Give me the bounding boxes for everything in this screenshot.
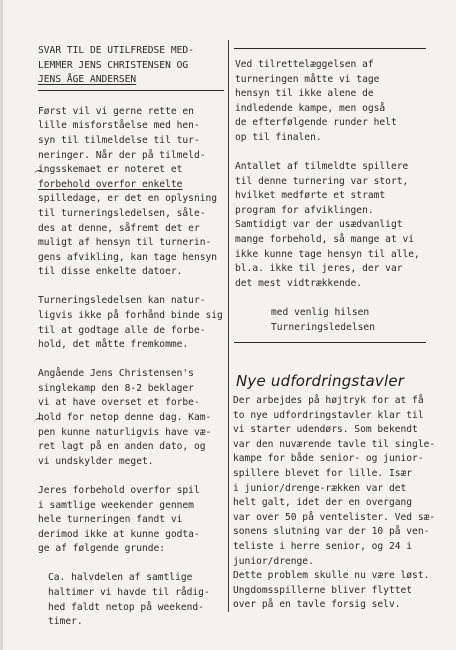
page-edge — [0, 0, 3, 650]
text-line: ikke kunne tage hensyn til alle, — [235, 248, 420, 260]
right-column-top-rule — [234, 48, 426, 49]
section-title: Nye udfordringstavler — [236, 372, 405, 390]
right-column — [235, 58, 427, 350]
text-line: teliste i herre senior, og 24 i — [233, 540, 413, 552]
text-line: Først vil vi gerne rette en — [38, 105, 194, 117]
signoff-line: med venlig hilsen — [271, 306, 370, 318]
text-line: lille misforståelse med hen- — [38, 120, 200, 132]
text-line: des at denne, såfremt det er — [38, 222, 200, 234]
text-line: Antallet af tilmeldte spillere — [235, 161, 409, 173]
text-line: ligvis ikke på forhånd binde sig — [38, 310, 223, 321]
text-line: ge af følgende grunde: — [38, 543, 166, 555]
text-line: hold for netop denne dag. Kam- — [38, 412, 212, 424]
text-line: vi undskylder meget. — [38, 455, 154, 467]
text-line: program for afviklingen. — [235, 204, 374, 216]
text-line: ingsskemaet er noteret et — [38, 164, 183, 176]
text-line: syn til tilmeldelse til tur- — [38, 134, 200, 146]
text-line: Samtidigt var der usædvanligt — [235, 219, 403, 231]
text-line: indledende kampe, men også — [235, 102, 386, 114]
text-line: Der arbejdes på højtryk for at få — [233, 395, 424, 406]
text-line: i junior/drenge-rækken var det — [233, 482, 407, 494]
text-line: vi at have overset et forbe- — [38, 397, 200, 409]
text-line: til denne turnering var stort, — [235, 175, 409, 187]
text-line: var den nuværende tavle til single- — [233, 438, 436, 450]
text-line: bl.a. ikke til jeres, der var — [235, 263, 403, 275]
text-line: ret lagt på en anden dato, og — [38, 441, 206, 453]
paragraph — [38, 105, 224, 280]
paragraph — [48, 571, 224, 629]
text-line: spillere blevet for lille. Især — [233, 467, 413, 479]
text-line: sonens slutning var der 10 på ven- — [233, 526, 430, 538]
heading-line: SVAR TIL DE UTILFREDSE MED- — [38, 45, 194, 56]
text-line: over på en tavle forsig selv. — [233, 599, 401, 611]
paragraph — [38, 484, 224, 557]
text-line: Dette problem skulle nu være løst. — [233, 570, 430, 582]
column-divider — [228, 40, 229, 612]
text-line: singlekamp den 8-2 beklager — [38, 382, 194, 394]
text-line: Turneringsledelsen kan natur- — [38, 295, 206, 307]
text-line: helt galt, idet der en overgang — [233, 497, 413, 509]
paragraph — [235, 58, 427, 146]
text-line: junior/drenge. — [233, 555, 314, 567]
reply-heading — [38, 44, 224, 91]
text-line: hensyn til ikke alene de — [235, 88, 374, 100]
text-line: Ca. halvdelen af samtlige — [48, 572, 193, 584]
text-line: hed faldt netop på weekend- — [48, 601, 204, 613]
text-line: pen kunne naturligvis have væ- — [38, 426, 212, 438]
text-line: vi starter udendørs. Som bekendt — [233, 424, 418, 436]
text-line: de efterfølgende runder helt — [235, 117, 397, 129]
text-line: Angående Jens Christensen's — [38, 368, 194, 380]
text-line: kampe for både senior- og junior- — [233, 453, 424, 465]
text-line: gens afvikling, kan tage hensyn — [38, 251, 218, 263]
text-line: spilledage, er det en oplysning — [38, 193, 218, 205]
text-line: var over 50 på ventelister. Ved sæ- — [233, 511, 436, 523]
text-line: turneringen måtte vi tage — [235, 73, 380, 85]
signoff — [271, 306, 427, 335]
text-line: Ved tilrettelæggelsen af — [235, 59, 374, 70]
section-body — [233, 394, 436, 613]
text-line: hold, det måtte fremkomme. — [38, 339, 189, 351]
text-line: haltimer vi havde til rådig- — [48, 587, 210, 598]
heading-line: LEMMER JENS CHRISTENSEN OG — [38, 59, 189, 71]
paragraph — [38, 294, 224, 352]
text-line: op til finalen. — [235, 131, 322, 143]
heading-line: JENS ÅGE ANDERSEN — [38, 74, 137, 86]
text-line: det mest vidtrækkende. — [235, 277, 363, 289]
text-line: derimod ikke at kunne godta- — [38, 528, 200, 540]
left-column — [38, 44, 224, 644]
paragraph — [235, 160, 427, 291]
text-line: timer. — [48, 616, 83, 628]
text-line: til at godtage alle de forbe- — [38, 324, 206, 336]
text-line: Ungdomsspillerne bliver flyttet — [233, 584, 413, 596]
signoff-signature: Turneringsledelsen — [271, 321, 375, 333]
text-line: muligt af hensyn til turnerin- — [38, 237, 212, 249]
text-line: til turneringsledelsen, såle- — [38, 207, 206, 219]
text-line: til disse enkelte datoer. — [38, 266, 183, 278]
text-line: neringer. Når der på tilmeld- — [38, 149, 206, 161]
text-line: i samtlige weekender gennem — [38, 499, 194, 511]
text-line: hvilket medførte et stramt — [235, 190, 386, 202]
text-line: Jeres forbehold overfor spil — [38, 484, 200, 496]
paragraph — [38, 367, 224, 469]
text-line: mange forbehold, så mange at vi — [235, 234, 415, 246]
text-line: forbehold overfor enkelte — [38, 178, 183, 190]
text-line: to nye udfordringstavler klar til — [233, 409, 424, 421]
text-line: hele turneringen fandt vi — [38, 514, 183, 526]
